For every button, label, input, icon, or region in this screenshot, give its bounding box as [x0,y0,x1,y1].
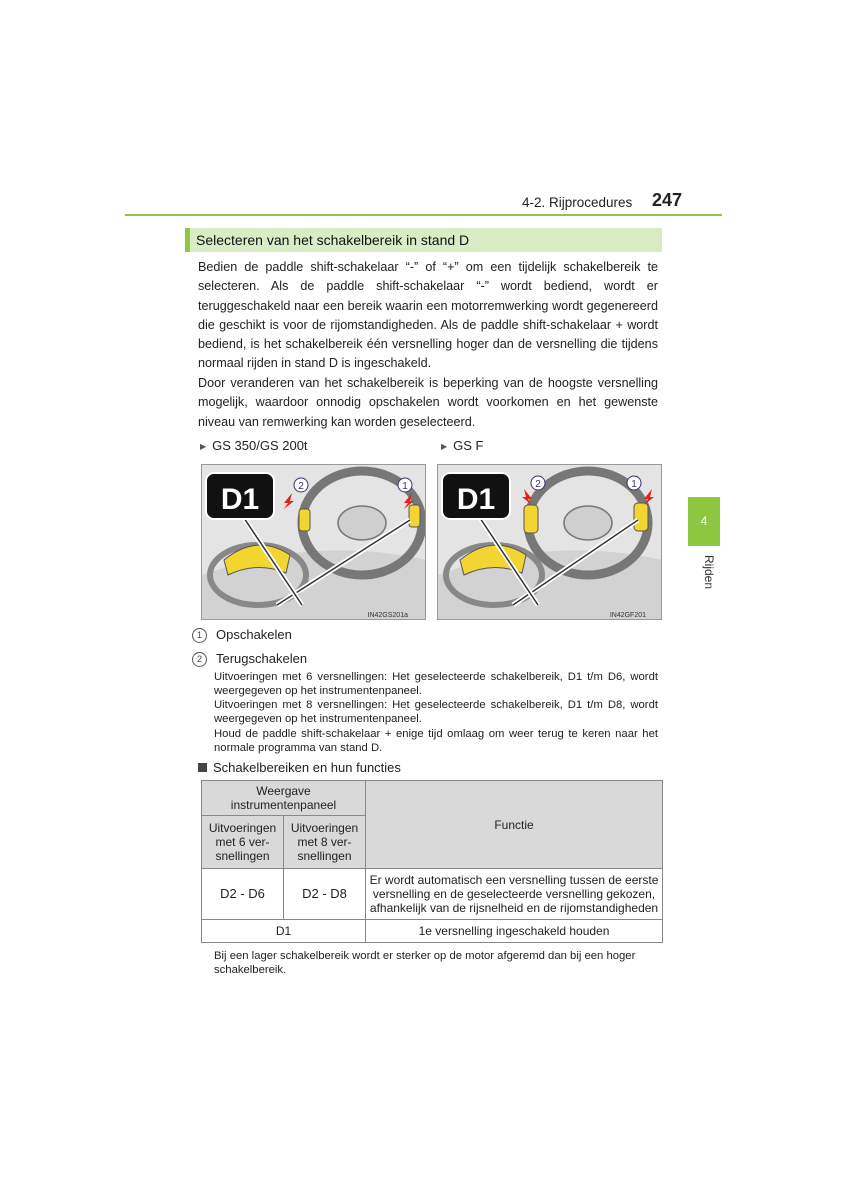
figure-code: IN42GS201a [367,612,408,619]
note-hold-paddle: Houd de paddle shift-schakelaar + enige tijd omlaag om weer terug te keren naar het normale programma van stand D. [214,728,658,754]
svg-text:1: 1 [631,479,637,490]
subheading: Schakelbereiken en hun functies [198,760,401,775]
note-six-speed: Uitvoeringen met 6 versnellingen: Het geselecteerde schakelbereik, D1 t/m D6, wordt weergegeven op het instrumentenpaneel. [214,671,658,697]
triangle-bullet-icon: ▶ [441,442,448,451]
range-paragraph: Door veranderen van het schakelbereik is beperking van de hoogste versnelling mogelijk, waardoor onnodig opschakelen wordt voorkomen en het gewenste niveau van remwerking kan worden geselecteerd. [198,376,658,429]
cell-eight-speed: D2 - D8 [284,869,366,920]
svg-text:2: 2 [298,481,304,492]
header-function: Functie [366,781,663,869]
number-1-icon: 1 [192,628,207,643]
cell-six-speed: D2 - D6 [202,869,284,920]
section-title: 4-2. Rijprocedures [522,195,633,210]
variant-label-gsf: ▶ GS F [441,438,484,453]
illustration-gsf [437,464,662,620]
chapter-tab: 4 [688,497,720,546]
table-row [202,920,663,943]
header-eight-speed: Uitvoeringen met 8 ver-snellingen [284,816,366,869]
section-heading: Selecteren van het schakelbereik in stand D [196,232,470,248]
cell-function: 1e versnelling ingeschakeld houden [366,920,663,943]
shift-range-table [201,780,663,943]
illustration-gs350 [201,464,426,620]
svg-text:1: 1 [402,481,408,492]
legend-item-downshift: 2 Terugschakelen [192,651,307,667]
triangle-bullet-icon: ▶ [200,442,207,451]
header-six-speed: Uitvoeringen met 6 ver-snellingen [202,816,284,869]
intro-paragraph: Bedien de paddle shift-schakelaar “-” of “+” om een tijdelijk schakelbereik te selecteren. Als de paddle shift-schakelaar “-” wordt bediend, wordt er teruggeschakeld naar een bereik waarin een motorremwerking wordt gegenereerd die geschikt is voor de rijomstandigheden. Als de paddle shift-schakelaar + wordt bediend, is het schakelbereik één versnelling hoger dan de versnelling die tijdens normaal rijden in stand D is ingeschakeld. [198,260,658,371]
page-number: 247 [652,190,683,210]
table-row [202,869,663,920]
note-eight-speed: Uitvoeringen met 8 versnellingen: Het geselecteerde schakelbereik, D1 t/m D8, wordt weergegeven op het instrumentenpaneel. [214,699,658,725]
variant-label-gs350: ▶ GS 350/GS 200t [200,438,308,453]
svg-text:2: 2 [535,479,541,490]
cell-both: D1 [202,920,366,943]
display-d1: D1 [456,483,496,516]
chapter-label: Rijden [702,555,716,590]
legend-item-upshift: 1 Opschakelen [192,627,292,643]
header-rule [125,214,722,216]
number-2-icon: 2 [192,652,207,667]
cell-function: Er wordt automatisch een versnelling tussen de eerste versnelling en de geselecteerde versnelling gekozen, afhankelijk van de rijsnelheid en de rijomstandigheden [366,869,663,920]
display-d1: D1 [220,483,260,516]
footnote: Bij een lager schakelbereik wordt er sterker op de motor afgeremd dan bij een hoger schakelbereik. [214,950,636,976]
square-bullet-icon [198,763,207,772]
figure-code: IN42GF201 [609,612,646,619]
header-display: Weergave instrumentenpaneel [202,781,366,816]
